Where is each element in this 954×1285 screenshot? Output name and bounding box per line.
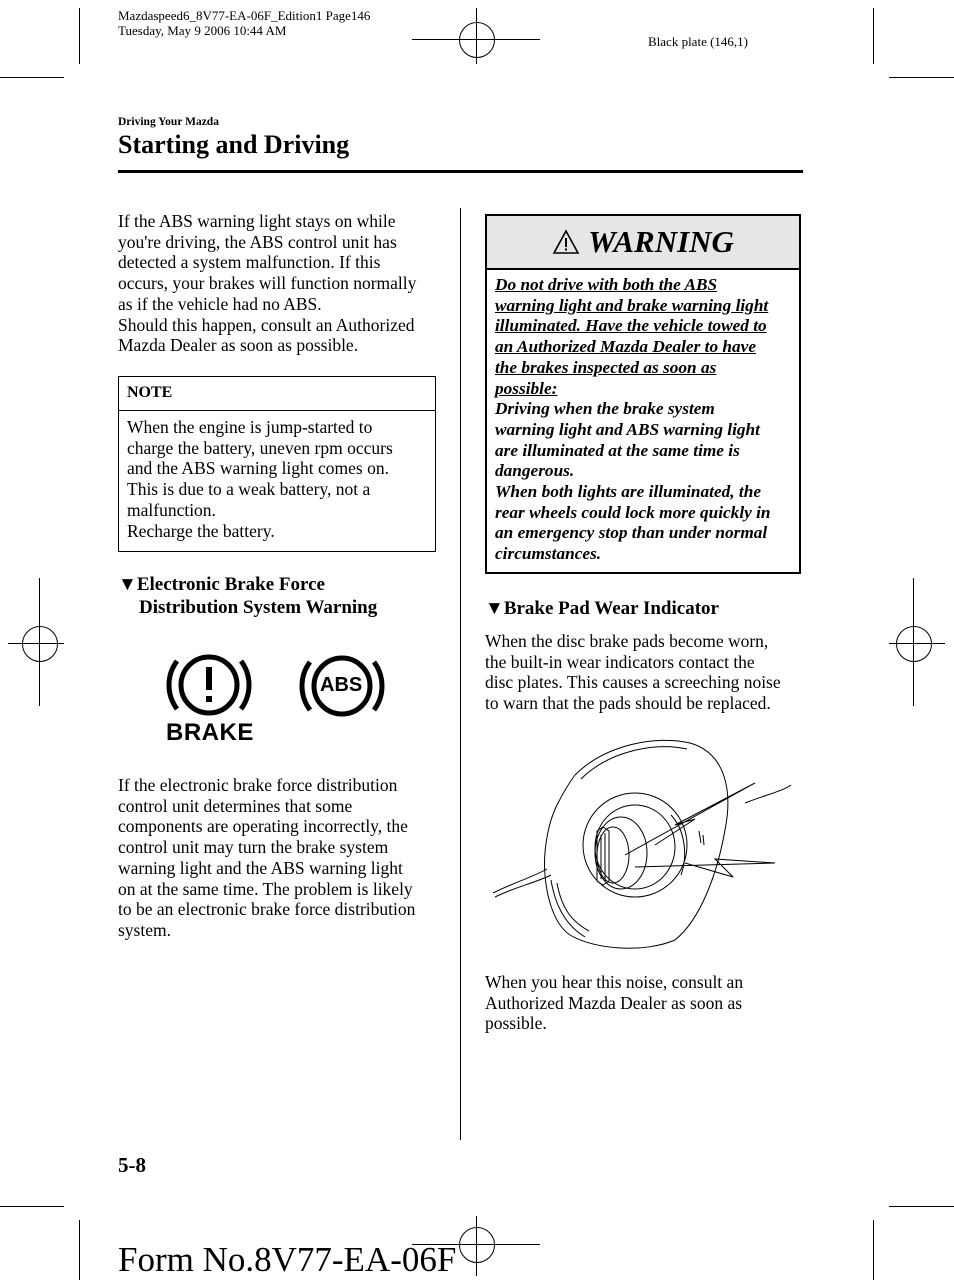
ebd-heading-line2: Distribution System Warning	[139, 597, 378, 618]
text-line: components are operating incorrectly, the	[118, 816, 408, 837]
text-line: warning light and brake warning light	[495, 295, 769, 315]
text-line: are illuminated at the same time is	[495, 440, 740, 460]
text-line: the brakes inspected as soon as	[495, 357, 717, 377]
text-line: Should this happen, consult an Authorized	[118, 314, 415, 335]
column-divider	[460, 208, 461, 1140]
print-header	[118, 8, 370, 38]
text-line: dangerous.	[495, 461, 575, 481]
text-line: When both lights are illuminated, the	[495, 482, 761, 502]
triangle-down-icon: ▼	[485, 598, 504, 619]
text-line: system.	[118, 919, 171, 940]
text-line: charge the battery, uneven rpm occurs	[127, 437, 393, 458]
text-line: detected a system malfunction. If this	[118, 252, 381, 273]
brake-pad-wear-illustration	[485, 735, 801, 950]
text-line: If the ABS warning light stays on while	[118, 211, 396, 231]
text-line: circumstances.	[495, 544, 602, 564]
warning-body	[487, 270, 799, 565]
text-line: Driving when the brake system	[495, 399, 715, 419]
abs-icon-label: ABS	[320, 674, 363, 696]
text-line: control unit may turn the brake system	[118, 837, 389, 858]
plate-label: Black plate (146,1)	[648, 34, 748, 49]
text-line: you're driving, the ABS control unit has	[118, 231, 397, 252]
text-line: the built-in wear indicators contact the	[485, 651, 755, 672]
crop-mark	[873, 1220, 874, 1280]
note-box	[118, 376, 436, 552]
crop-mark	[79, 8, 80, 64]
after-paragraph	[485, 972, 815, 1034]
ebd-heading	[118, 573, 448, 619]
text-line: and the ABS warning light comes on.	[127, 458, 389, 479]
pad-heading	[485, 597, 719, 620]
text-line: an emergency stop than under normal	[495, 523, 768, 543]
text-line: disc plates. This causes a screeching noise	[485, 672, 781, 693]
warning-header	[487, 216, 799, 270]
page-number: 5-8	[118, 1153, 146, 1177]
text-line: possible:	[495, 378, 558, 398]
crop-mark	[873, 8, 874, 64]
crop-mark	[889, 77, 954, 78]
pad-heading-text: Brake Pad Wear Indicator	[503, 598, 719, 619]
text-line: on at the same time. The problem is likely	[118, 878, 413, 899]
text-line: When you hear this noise, consult an	[485, 972, 744, 992]
warning-triangle-icon	[552, 229, 580, 255]
text-line: to be an electronic brake force distribution	[118, 899, 416, 920]
warning-box	[485, 214, 801, 574]
print-header-line2: Tuesday, May 9 2006 10:44 AM	[118, 23, 287, 38]
ebd-heading-line1: Electronic Brake Force	[136, 574, 325, 595]
form-number: Form No.8V77-EA-06F	[118, 1240, 457, 1279]
text-line: malfunction.	[127, 499, 216, 520]
chapter-label: Driving Your Mazda	[118, 116, 219, 128]
crop-mark	[79, 1220, 80, 1280]
pad-paragraph	[485, 631, 815, 714]
text-line: When the engine is jump-started to	[127, 417, 373, 437]
text-line: occurs, your brakes will function normally	[118, 273, 417, 294]
triangle-down-icon: ▼	[118, 574, 137, 595]
text-line: Recharge the battery.	[127, 520, 275, 541]
text-line: This is due to a weak battery, not a	[127, 479, 371, 500]
text-line: as if the vehicle had no ABS.	[118, 293, 322, 314]
abs-intro-paragraph	[118, 211, 443, 356]
print-header-line1: Mazdaspeed6_8V77-EA-06F_Edition1 Page146	[118, 8, 371, 23]
text-line: Do not drive with both the ABS	[495, 275, 718, 294]
text-line: When the disc brake pads become worn,	[485, 631, 769, 651]
crop-mark	[889, 1206, 954, 1207]
text-line: possible.	[485, 1013, 547, 1034]
section-title: Starting and Driving	[118, 130, 350, 159]
text-line: illuminated. Have the vehicle towed to	[495, 316, 767, 336]
warning-title: WARNING	[588, 224, 734, 259]
header-rule	[118, 170, 803, 173]
ebd-paragraph	[118, 775, 448, 941]
text-line: Mazda Dealer as soon as possible.	[118, 335, 359, 356]
brake-icon-label: BRAKE	[166, 719, 254, 746]
crop-mark	[0, 77, 64, 78]
text-line: Authorized Mazda Dealer as soon as	[485, 992, 743, 1013]
text-line: rear wheels could lock more quickly in	[495, 502, 771, 522]
note-body	[119, 411, 435, 541]
text-line: warning light and the ABS warning light	[118, 857, 403, 878]
note-title: NOTE	[119, 377, 435, 411]
text-line: to warn that the pads should be replaced.	[485, 693, 771, 714]
text-line: control unit determines that some	[118, 795, 353, 816]
text-line: warning light and ABS warning light	[495, 419, 760, 439]
text-line: an Authorized Mazda Dealer to have	[495, 337, 756, 357]
text-line: If the electronic brake force distribution	[118, 775, 398, 795]
crop-mark	[0, 1206, 64, 1207]
